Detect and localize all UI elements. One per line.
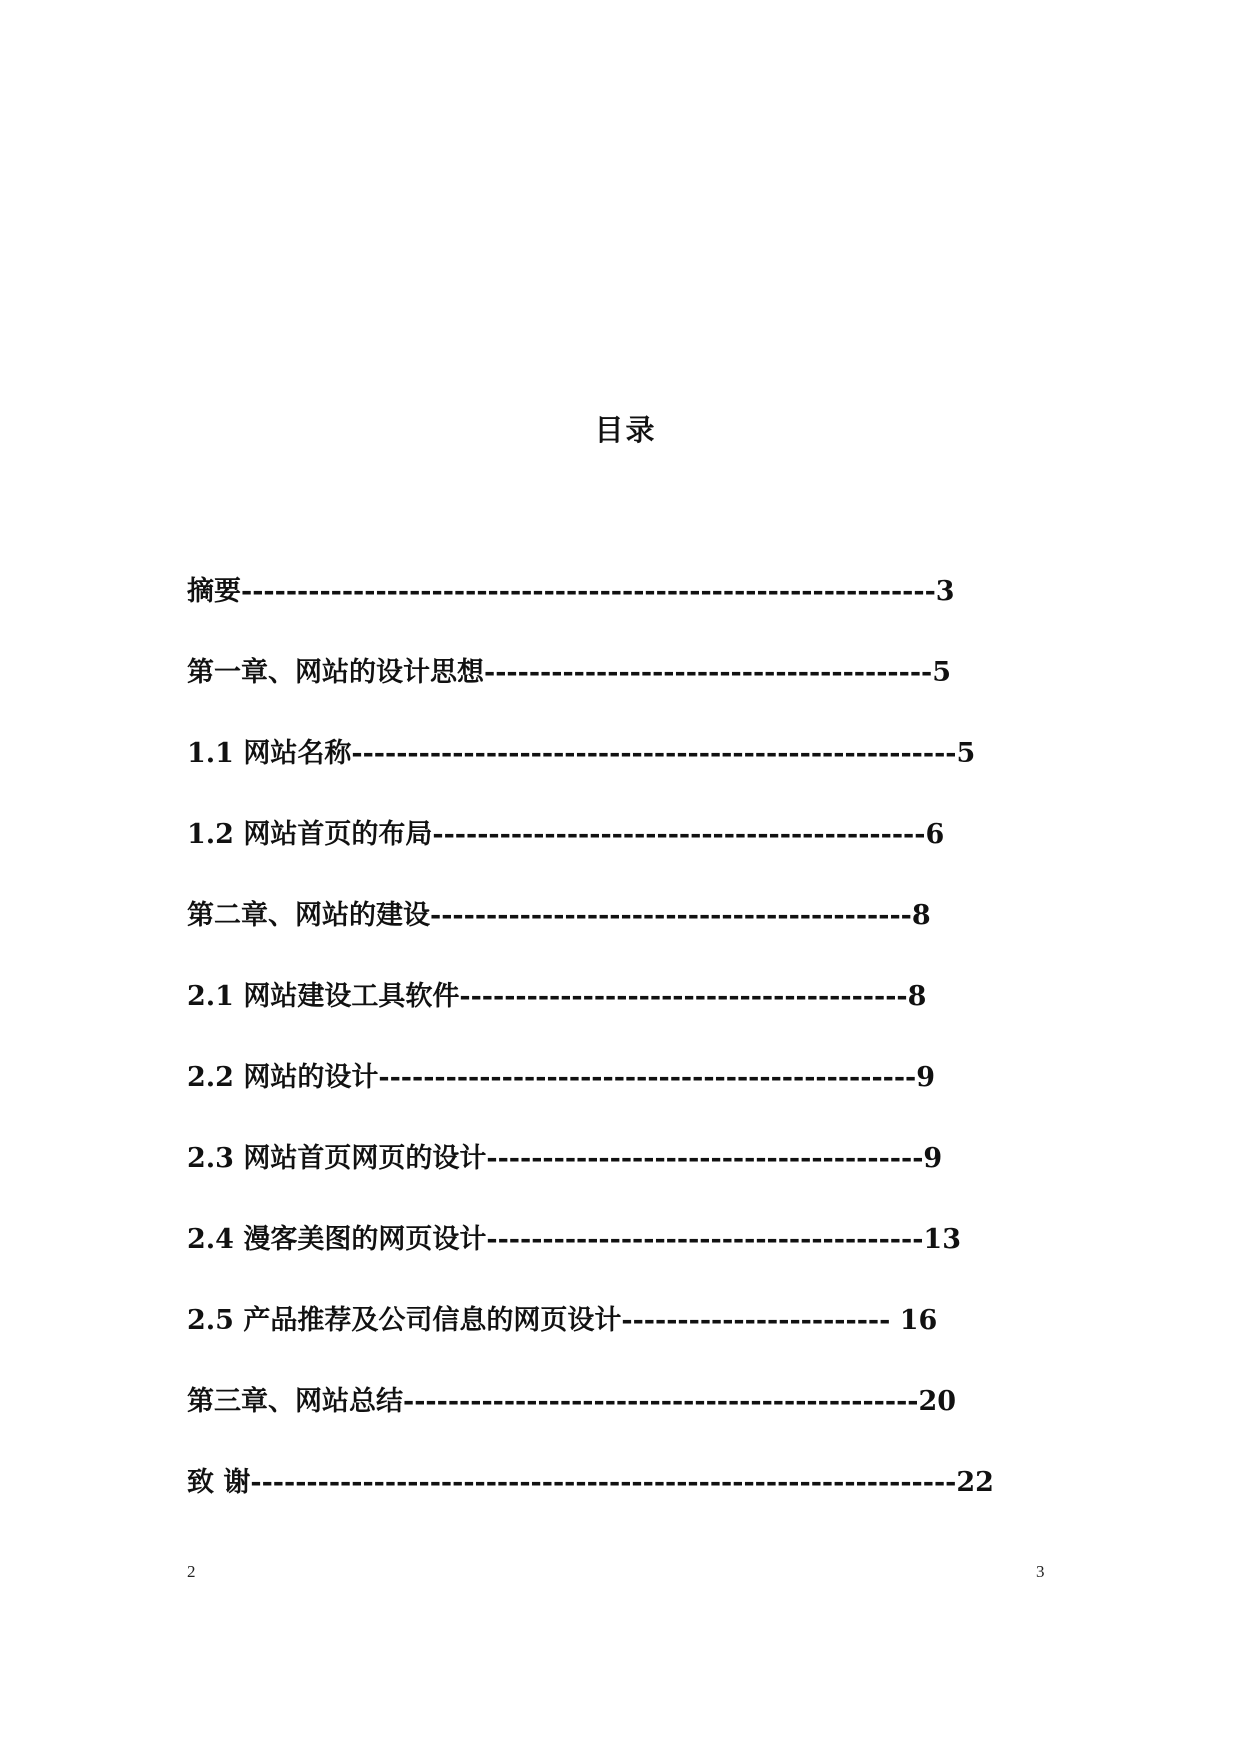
toc-entry: 第三章、网站总结----------------------------------------------20 [187, 1386, 957, 1417]
toc-entry: 致 谢---------------------------------------------------------------22 [187, 1467, 994, 1498]
toc-entry: 第二章、网站的建设-------------------------------------------8 [187, 900, 931, 931]
toc-entry: 第一章、网站的设计思想----------------------------------------5 [187, 657, 952, 688]
page-number-left: 2 [187, 1562, 196, 1581]
page-title: 目录 [594, 413, 657, 447]
toc-entry: 1.1 网站名称------------------------------------------------------5 [187, 738, 976, 769]
toc-entry: 2.4 漫客美图的网页设计---------------------------------------13 [187, 1224, 961, 1255]
toc-entry: 2.1 网站建设工具软件----------------------------------------8 [187, 981, 927, 1012]
page-number-right: 3 [1036, 1562, 1045, 1581]
toc-entry: 2.2 网站的设计------------------------------------------------9 [187, 1062, 936, 1093]
toc-entry: 2.5 产品推荐及公司信息的网页设计------------------------ 16 [187, 1305, 938, 1336]
toc-entry: 摘要--------------------------------------------------------------3 [187, 576, 955, 607]
toc-entry: 1.2 网站首页的布局--------------------------------------------6 [187, 819, 945, 850]
toc-entry: 2.3 网站首页网页的设计---------------------------------------9 [187, 1143, 943, 1174]
